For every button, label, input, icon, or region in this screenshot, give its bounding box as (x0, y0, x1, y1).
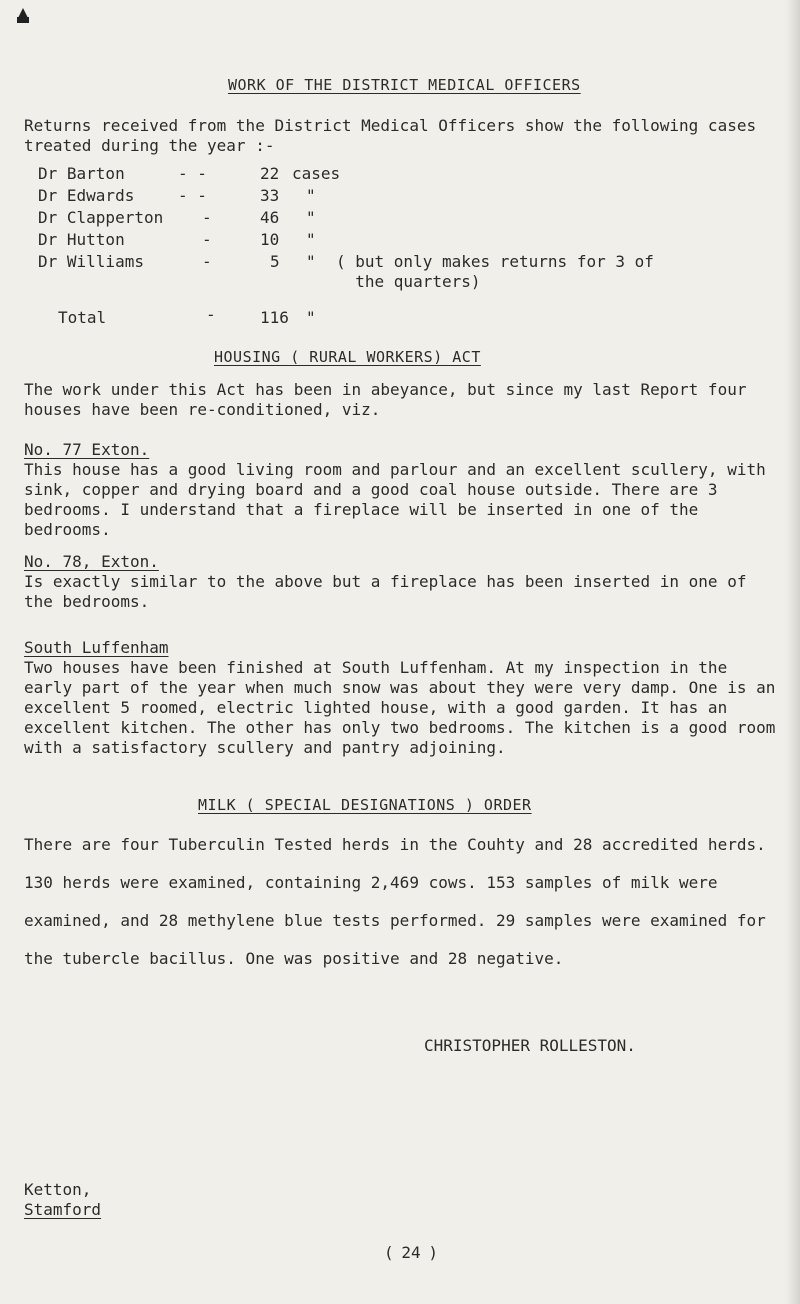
officer-dash: - - (178, 186, 207, 205)
page-number: ( 24 ) (398, 1240, 424, 1264)
total-count: 116 (260, 308, 289, 327)
intro-paragraph: Returns received from the District Medical Officers show the following cases treated during the year :- (24, 116, 757, 155)
page-edge-shadow (786, 0, 800, 1304)
officer-note: ( but only makes returns for 3 of the quarters) (336, 252, 654, 291)
milk-paragraph: There are four Tuberculin Tested herds in the Couhty and 28 accredited herds. 130 herds were examined, containing 2,469 cows. 153 samples of milk were examined, and 28 methylene blue tests performed. 29 samples were examined for the tubercle bacillus. One was positive and 28 negative. (24, 835, 766, 968)
signature: CHRISTOPHER ROLLESTON. (424, 1036, 636, 1055)
total-dash: - (206, 305, 216, 324)
officer-count: 5 (270, 252, 280, 271)
officer-name: Dr Edwards (38, 186, 135, 205)
officer-count: 22 (260, 164, 280, 183)
officer-count: 10 (260, 230, 280, 249)
officer-unit: cases (292, 164, 341, 183)
officer-name: Dr Barton (38, 164, 125, 183)
address-line: Stamford (24, 1200, 102, 1219)
officer-name: Dr Hutton (38, 230, 125, 249)
officer-dash: - (202, 252, 212, 271)
house-description: Is exactly similar to the above but a fireplace has been inserted in one of the bedrooms. (24, 572, 747, 611)
page-title: WORK OF THE DISTRICT MEDICAL OFFICERS (228, 76, 581, 94)
officer-dash: - (202, 230, 212, 249)
officer-count: 46 (260, 208, 280, 227)
officer-name: Dr Williams (38, 252, 144, 271)
officer-count: 33 (260, 186, 280, 205)
housing-intro: The work under this Act has been in abeyance, but since my last Report four houses have been re-conditioned, viz. (24, 380, 747, 419)
house-heading: No. 78, Exton. (24, 552, 159, 571)
officer-dash: - - (178, 164, 207, 183)
officer-unit: " (306, 208, 316, 227)
officer-unit: " (306, 252, 316, 271)
officer-name: Dr Clapperton (38, 208, 164, 227)
housing-heading: HOUSING ( RURAL WORKERS) ACT (214, 348, 481, 366)
officer-dash: - (202, 208, 212, 227)
total-label: Total (58, 308, 107, 327)
house-description: Two houses have been finished at South Luffenham. At my inspection in the early part of the year when much snow was about they were very damp. One is an excellent 5 roomed, electric lighted house, with a good garden. It has an excellent kitchen. The other has only two bedrooms. The kitchen is a good room with a satisfactory scullery and pantry adjoining. (24, 658, 776, 757)
house-heading: No. 77 Exton. (24, 440, 150, 459)
address-line: Ketton, (24, 1180, 92, 1199)
officer-unit: " (306, 230, 316, 249)
milk-heading: MILK ( SPECIAL DESIGNATIONS ) ORDER (198, 796, 532, 814)
house-description: This house has a good living room and parlour and an excellent scullery, with sink, copper and drying board and a good coal house outside. There are 3 bedrooms. I understand that a fireplace will be inserted in one of the bedrooms. (24, 460, 766, 539)
house-heading: South Luffenham (24, 638, 169, 657)
officer-unit: " (306, 186, 316, 205)
total-unit: " (306, 308, 316, 327)
corner-mark-base-icon (17, 17, 29, 23)
